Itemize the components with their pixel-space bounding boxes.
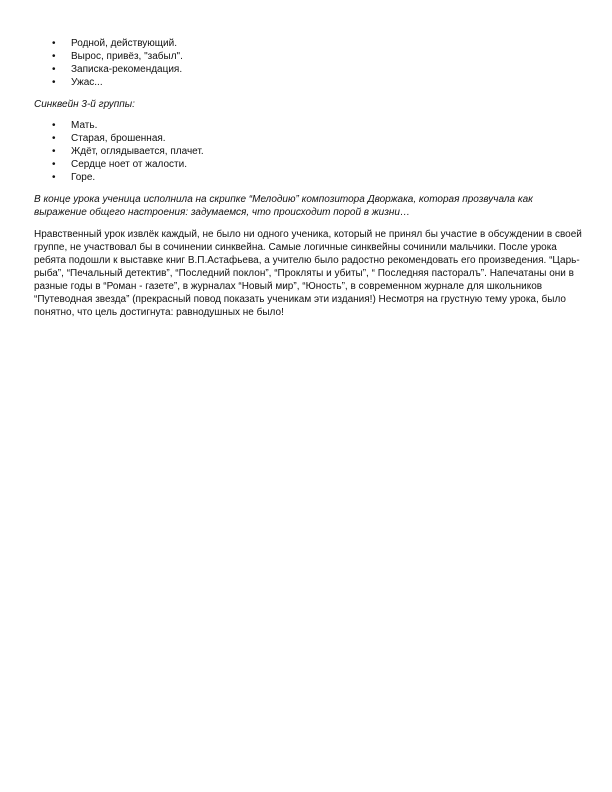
bullet-icon: • <box>52 120 56 131</box>
synquain-group-2-list <box>34 37 586 89</box>
closing-paragraph: В конце урока ученица исполнила на скрипке “Мелодию” композитора Дворжака, которая прозвучала как выражение общего настроения: задумаемся, что происходит порой в жизни… <box>34 194 533 218</box>
list-item <box>34 132 586 145</box>
list-item-text: Горе. <box>71 172 96 183</box>
synquain-group-3-list <box>34 119 586 184</box>
list-item-text: Ждёт, оглядывается, плачет. <box>71 146 204 157</box>
list-item <box>34 63 586 76</box>
bullet-icon: • <box>52 159 56 170</box>
list-item <box>34 171 586 184</box>
document-page <box>34 37 586 319</box>
list-item-text: Мать. <box>71 120 98 131</box>
bullet-icon: • <box>52 51 56 62</box>
list-item <box>34 37 586 50</box>
list-item-text: Вырос, привёз, "забыл". <box>71 51 183 62</box>
group-3-heading: Синквейн 3-й группы: <box>34 99 135 110</box>
list-item-text: Ужас... <box>71 77 103 88</box>
bullet-icon: • <box>52 172 56 183</box>
list-item <box>34 119 586 132</box>
list-item-text: Сердце ноет от жалости. <box>71 159 187 170</box>
bullet-icon: • <box>52 146 56 157</box>
conclusion-paragraph: Нравственный урок извлёк каждый, не было ни одного ученика, который не принял бы участие в обсуждении в своей группе, не участвовал бы в сочинении синквейна. Самые логичные синквейны сочинили мальчики. После урока ребята подошли к выставке книг В.П.Астафьева, а учителю было радостно рекомендовать его произведения. “Царь-рыба”, “Печальный детектив”, “Последний поклон”, “Прокляты и убиты”, “ Последняя пасторалъ”. Напечатаны они в разные годы в “Роман - газете”, в журналах “Новый мир”, “Юность”, в современном журнале для школьников “Путеводная звезда” (прекрасный повод показать ученикам эти издания!) Несмотря на грустную тему урока, было понятно, что цель достигнута: равнодушных не было! <box>34 229 582 318</box>
list-item-text: Родной, действующий. <box>71 38 177 49</box>
list-item <box>34 50 586 63</box>
bullet-icon: • <box>52 38 56 49</box>
list-item <box>34 145 586 158</box>
list-item-text: Записка-рекомендация. <box>71 64 183 75</box>
list-item <box>34 76 586 89</box>
list-item-text: Старая, брошенная. <box>71 133 166 144</box>
bullet-icon: • <box>52 133 56 144</box>
bullet-icon: • <box>52 64 56 75</box>
bullet-icon: • <box>52 77 56 88</box>
list-item <box>34 158 586 171</box>
